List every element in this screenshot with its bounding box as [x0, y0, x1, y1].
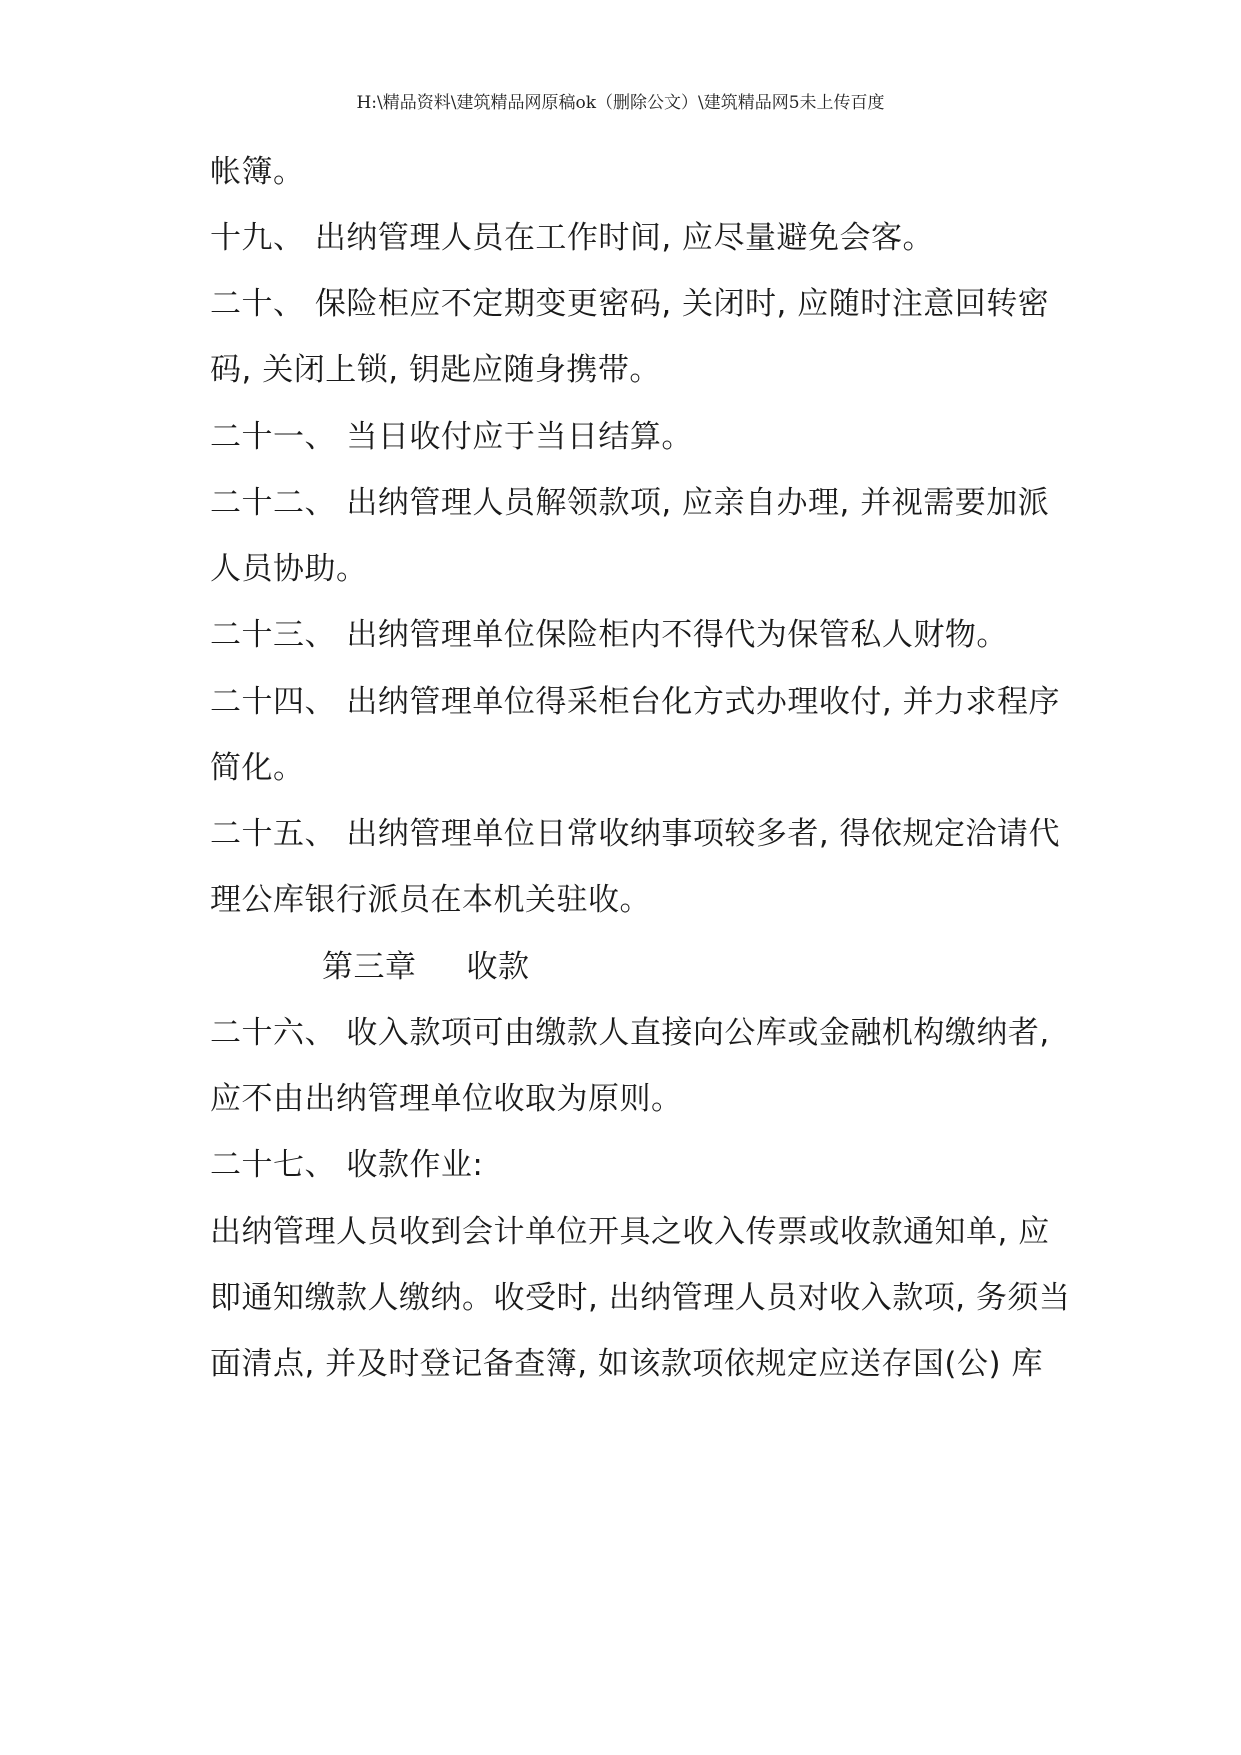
clause-25: 二十五、 出纳管理单位日常收纳事项较多者, 得依规定洽请代	[210, 816, 1061, 852]
clause-20: 二十、 保险柜应不定期变更密码, 关闭时, 应随时注意回转密	[210, 286, 1050, 322]
chapter-heading	[322, 947, 530, 987]
clause-19: 十九、 出纳管理人员在工作时间, 应尽量避免会客。	[210, 220, 935, 256]
body-line: 理公库银行派员在本机关驻收。	[210, 882, 651, 918]
clause-27: 二十七、 收款作业:	[210, 1147, 484, 1183]
body-line: 帐簿。	[210, 154, 305, 190]
body-line: 面清点, 并及时登记备查簿, 如该款项依规定应送存国(公) 库	[210, 1346, 1043, 1382]
chapter-title: 收款	[466, 949, 530, 985]
clause-23: 二十三、 出纳管理单位保险柜内不得代为保管私人财物。	[210, 617, 1008, 653]
clause-24: 二十四、 出纳管理单位得采柜台化方式办理收付, 并力求程序	[210, 684, 1061, 720]
file-path-header: H:\精品资料\建筑精品网原稿ok（删除公文）\建筑精品网5未上传百度	[356, 93, 885, 113]
clause-26: 二十六、 收入款项可由缴款人直接向公库或金融机构缴纳者,	[210, 1015, 1050, 1051]
chapter-number: 第三章	[322, 949, 417, 985]
body-line: 应不由出纳管理单位收取为原则。	[210, 1081, 683, 1117]
body-line: 码, 关闭上锁, 钥匙应随身携带。	[210, 352, 661, 388]
clause-21: 二十一、 当日收付应于当日结算。	[210, 419, 693, 455]
body-line: 即通知缴款人缴纳。收受时, 出纳管理人员对收入款项, 务须当	[210, 1280, 1071, 1316]
body-line: 出纳管理人员收到会计单位开具之收入传票或收款通知单, 应	[210, 1214, 1050, 1250]
clause-22: 二十二、 出纳管理人员解领款项, 应亲自办理, 并视需要加派	[210, 485, 1050, 521]
body-line: 人员协助。	[210, 551, 368, 587]
body-line: 简化。	[210, 750, 305, 786]
